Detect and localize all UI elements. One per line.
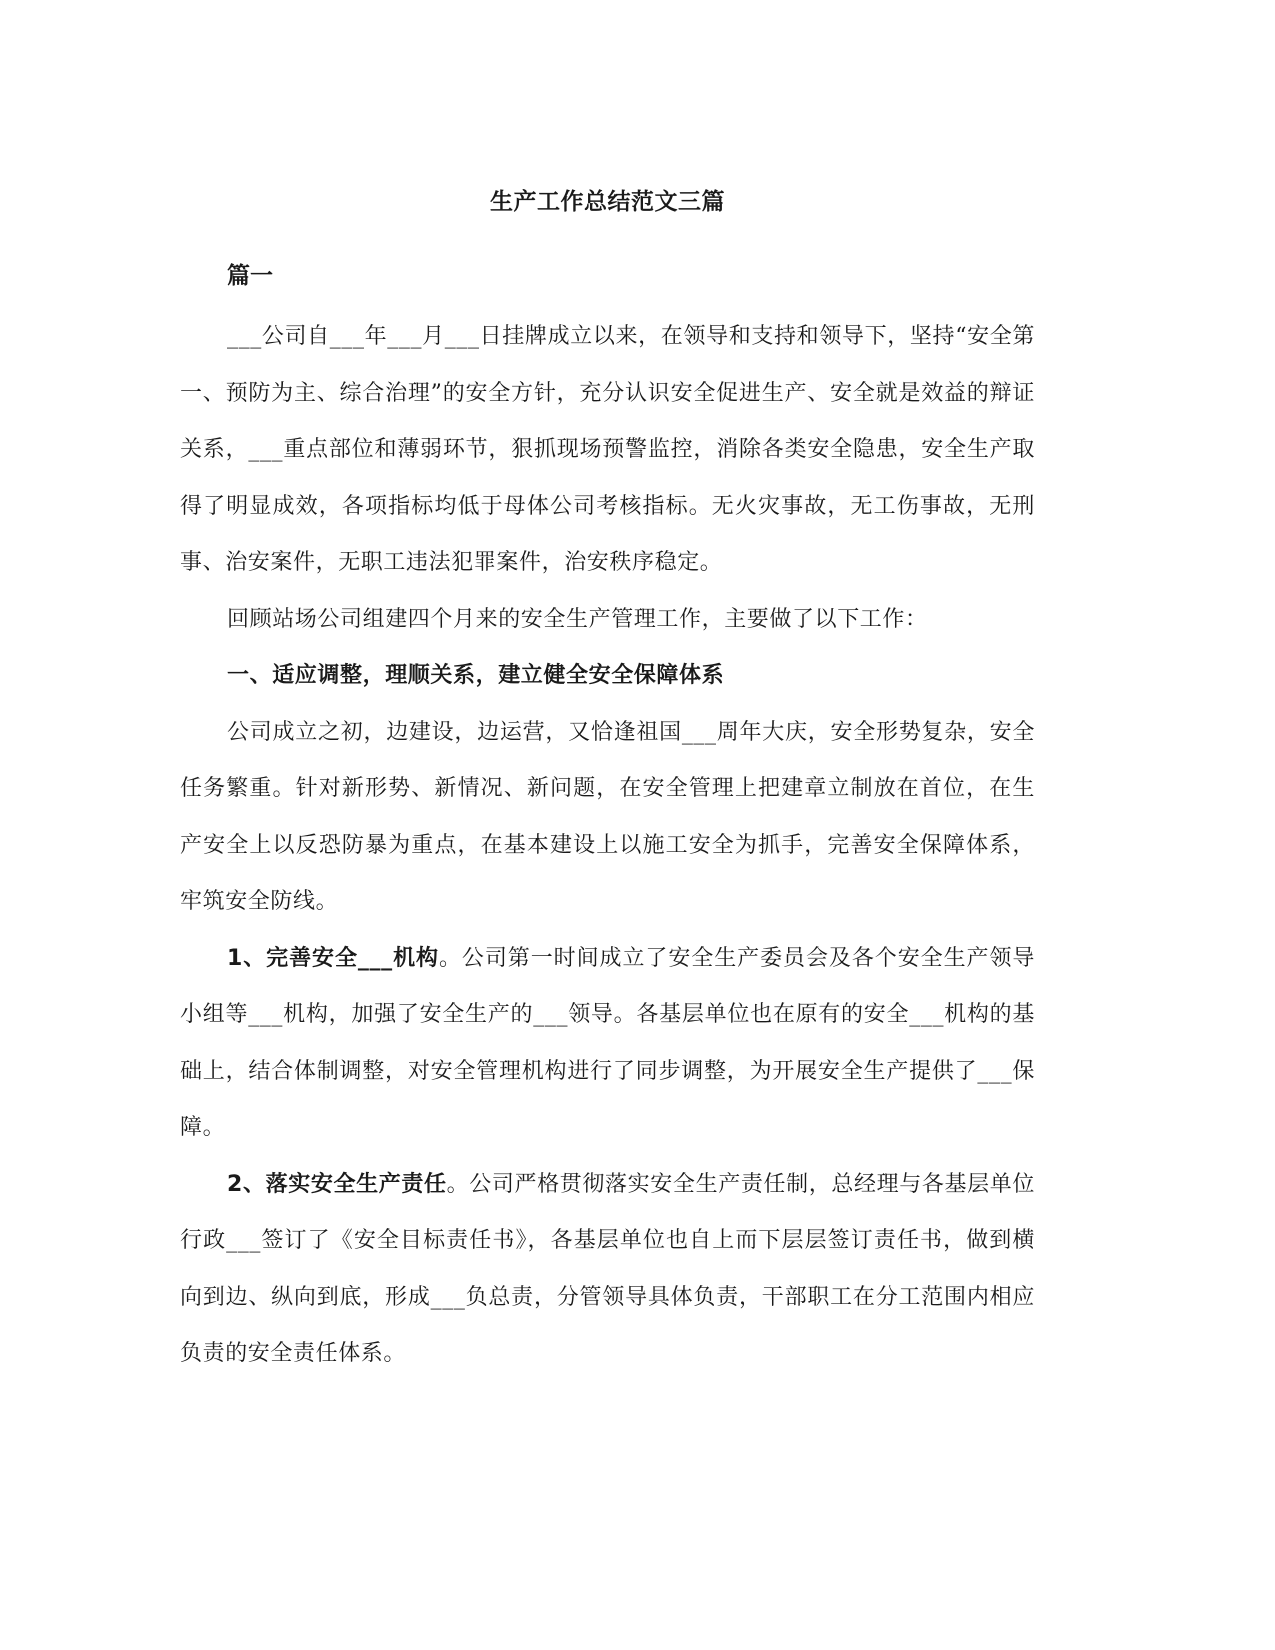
document-body	[180, 309, 1035, 1383]
paragraph-item-2	[180, 1157, 1035, 1383]
section-heading: 一、适应调整，理顺关系，建立健全安全保障体系	[227, 663, 725, 688]
item-1-lead: 1、完善安全___机构	[227, 945, 439, 971]
paragraph-item-1	[180, 931, 1035, 1157]
document-title: 生产工作总结范文三篇	[490, 189, 725, 215]
section-label: 篇一	[227, 263, 273, 289]
paragraph-review: 回顾站场公司组建四个月来的安全生产管理工作，主要做了以下工作：	[227, 606, 928, 632]
item-2-lead: 2、落实安全生产责任	[227, 1171, 447, 1197]
paragraph-intro: ___公司自___年___月___日挂牌成立以来，在领导和支持和领导下，坚持“安全第一、预防为主、综合治理”的安全方针，充分认识安全促进生产、安全就是效益的辩证关系，___重点部位和薄弱环节，狠抓现场预警监控，消除各类安全隐患，安全生产取得了明显成效，各项指标均低于母体公司考核指标。无火灾事故，无工伤事故，无刑事、治安案件，无职工违法犯罪案件，治安秩序稳定。	[180, 324, 1035, 575]
item-1-text: 。公司第一时间成立了安全生产委员会及各个安全生产领导小组等___机构，加强了安全生产的___领导。各基层单位也在原有的安全___机构的基础上，结合体制调整，对安全管理机构进行了同步调整，为开展安全生产提供了___保障。	[180, 945, 1035, 1140]
paragraph-context: 公司成立之初，边建设，边运营，又恰逢祖国___周年大庆，安全形势复杂，安全任务繁重。针对新形势、新情况、新问题，在安全管理上把建章立制放在首位，在生产安全上以反恐防暴为重点，在基本建设上以施工安全为抓手，完善安全保障体系，牢筑安全防线。	[180, 719, 1035, 914]
item-2-text: 。公司严格贯彻落实安全生产责任制，总经理与各基层单位行政___签订了《安全目标责任书》，各基层单位也自上而下层层签订责任书，做到横向到边、纵向到底，形成___负总责，分管领导具体负责，干部职工在分工范围内相应负责的安全责任体系。	[180, 1171, 1035, 1366]
